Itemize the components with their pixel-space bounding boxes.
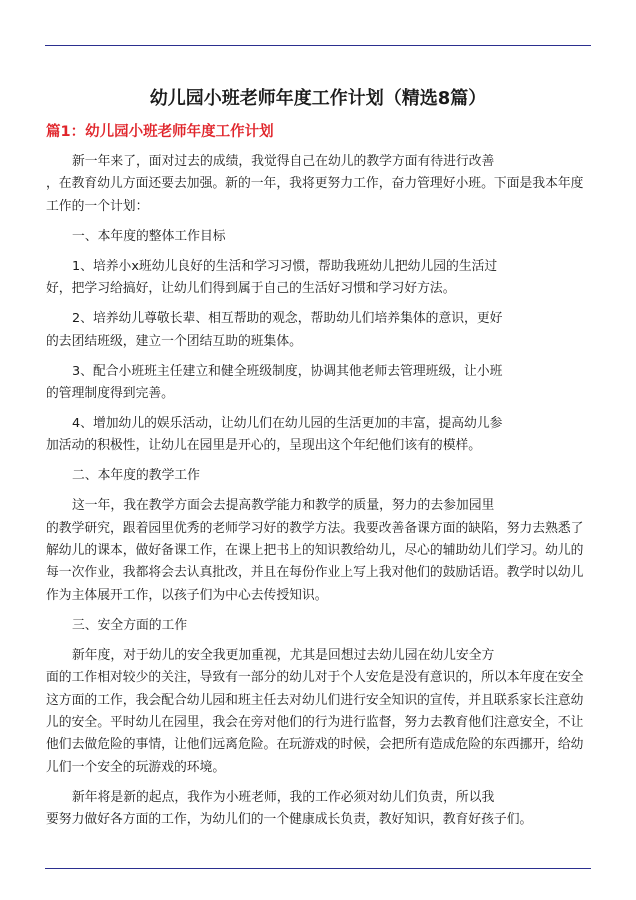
paragraph-line: 他们去做危险的事情，让他们远离危险。在玩游戏的时候，会把所有造成危险的东西挪开，给幼 <box>46 737 584 753</box>
paragraph-line: 这一年，我在教学方面会去提高教学能力和教学的质量，努力的去参加园里 <box>72 498 495 514</box>
paragraph-line: 二、本年度的教学工作 <box>72 468 200 484</box>
paragraph-line: 4、增加幼儿的娱乐活动，让幼儿们在幼儿园的生活更加的丰富，提高幼儿参 <box>72 415 503 431</box>
paragraph-line: 一、本年度的整体工作目标 <box>72 228 226 244</box>
paragraph <box>46 413 596 458</box>
paragraph-line: 3、配合小班班主任建立和健全班级制度，协调其他老师去管理班级，让小班 <box>72 363 503 379</box>
section-heading: 篇1：幼儿园小班老师年度工作计划 <box>46 124 274 140</box>
paragraph-line: 新年将是新的起点，我作为小班老师，我的工作必须对幼儿们负责，所以我 <box>72 789 495 805</box>
paragraph-line: 三、安全方面的工作 <box>72 617 188 633</box>
paragraph-line: 新年度，对于幼儿的安全我更加重视，尤其是回想过去幼儿园在幼儿安全方 <box>72 647 495 663</box>
document-title: 幼儿园小班老师年度工作计划（精选8篇） <box>149 88 487 109</box>
paragraph <box>46 226 596 248</box>
paragraph <box>46 151 596 218</box>
paragraph-line: 解幼儿的课本，做好备课工作，在课上把书上的知识教给幼儿，尽心的辅助幼儿们学习。幼儿的 <box>46 543 584 559</box>
paragraph <box>46 645 596 779</box>
paragraph-line: 新一年来了，面对过去的成绩，我觉得自己在幼儿的教学方面有待进行改善 <box>72 154 495 169</box>
header-rule <box>45 45 591 46</box>
paragraph-line: 好，把学习给搞好，让幼儿们得到属于自己的生活好习惯和学习好方法。 <box>46 281 456 297</box>
paragraph-line: 加活动的积极性，让幼儿在园里是开心的，呈现出这个年纪他们该有的模样。 <box>46 438 482 454</box>
paragraph-line: 的管理制度得到完善。 <box>46 385 174 401</box>
paragraph <box>46 465 596 487</box>
paragraph <box>46 361 596 406</box>
paragraph <box>46 615 596 637</box>
paragraph-line: 1、培养小x班幼儿良好的生活和学习习惯，帮助我班幼儿把幼儿园的生活过 <box>72 258 498 274</box>
paragraph-line: 作为主体展开工作，以孩子们为中心去传授知识。 <box>46 587 328 603</box>
paragraph-line: 的去团结班级，建立一个团结互助的班集体。 <box>46 333 302 349</box>
paragraph-line: 儿的安全。平时幼儿在园里，我会在旁对他们的行为进行监督，努力去教育他们注意安全，不让 <box>46 714 584 730</box>
paragraph-line: 要努力做好各方面的工作，为幼儿们的一个健康成长负责，教好知识，教育好孩子们。 <box>46 812 533 828</box>
paragraph-line: 这方面的工作，我会配合幼儿园和班主任去对幼儿们进行安全知识的宣传，并且联系家长注意幼 <box>46 692 584 708</box>
paragraph-line: 儿们一个安全的玩游戏的环境。 <box>46 759 226 775</box>
paragraph-line: 的教学研究，跟着园里优秀的老师学习好的教学方法。我要改善备课方面的缺陷，努力去熟悉了 <box>46 520 584 536</box>
paragraph <box>46 787 596 832</box>
document-body <box>46 151 596 839</box>
paragraph-line: 面的工作相对较少的关注，导致有一部分的幼儿对于个人安危是没有意识的，所以本年度在安全 <box>46 670 584 686</box>
paragraph-line: 工作的一个计划： <box>46 198 149 214</box>
paragraph <box>46 495 596 607</box>
footer-rule <box>45 868 591 869</box>
paragraph <box>46 308 596 353</box>
paragraph-line: ，在教育幼儿方面还要去加强。新的一年，我将更努力工作，奋力管理好小班。下面是我本年度 <box>46 176 584 192</box>
paragraph <box>46 256 596 301</box>
paragraph-line: 2、培养幼儿尊敬长辈、相互帮助的观念，帮助幼儿们培养集体的意识，更好 <box>72 311 503 327</box>
paragraph-line: 每一次作业，我都将会去认真批改，并且在每份作业上写上我对他们的鼓励话语。教学时以幼儿 <box>46 565 584 581</box>
